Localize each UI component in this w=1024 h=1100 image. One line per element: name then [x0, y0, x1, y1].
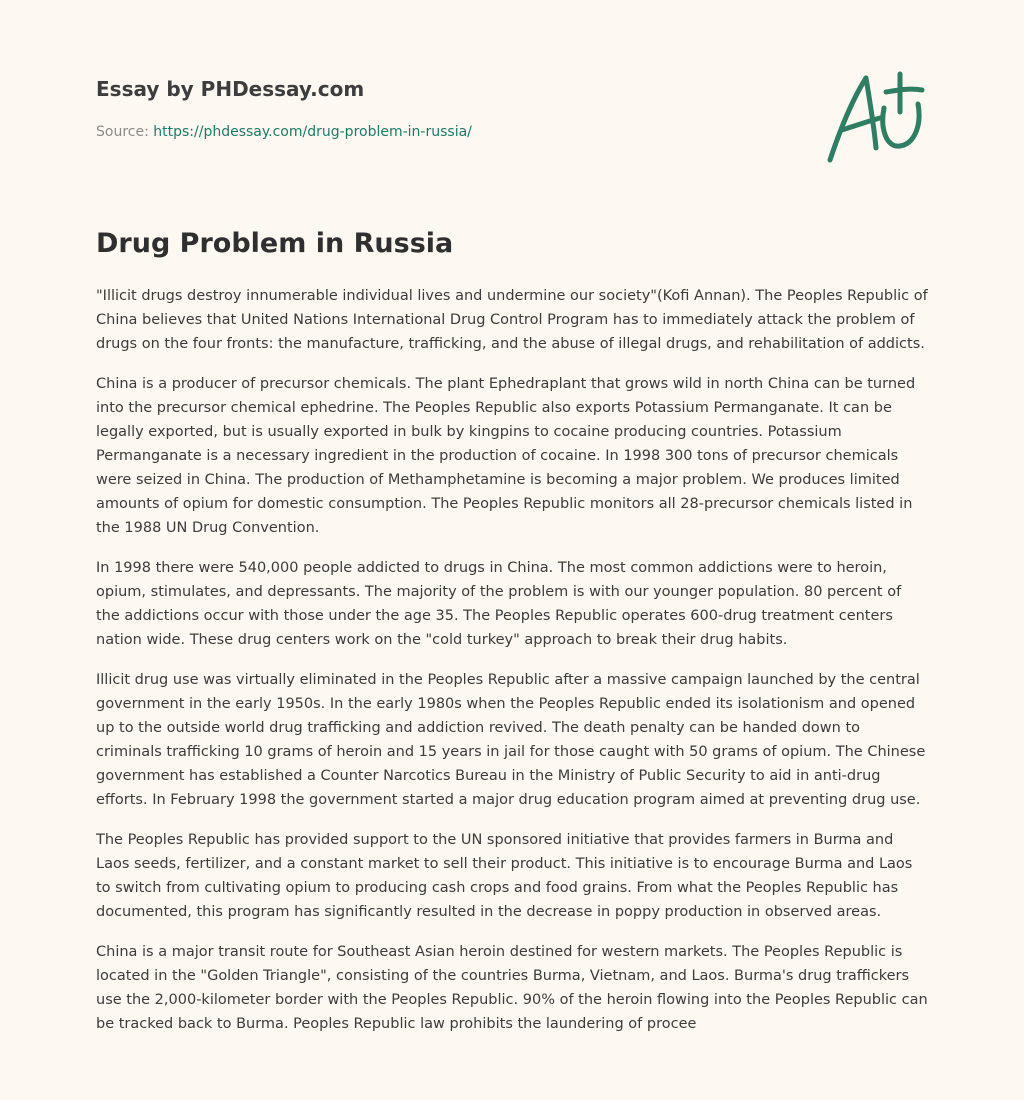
page-header: [96, 74, 696, 142]
essay-title: Drug Problem in Russia: [96, 228, 454, 259]
essay-paragraph: Illicit drug use was virtually eliminated in the Peoples Republic after a massive campaign launched by the central government in the early 1950s. In the early 1980s when the Peoples Republic ended its isolationism and opened up to the outside world drug trafficking and addiction revived. The death penalty can be handed down to criminals trafficking 10 grams of heroin and 15 years in jail for those caught with 50 grams of opium. The Chinese government has established a Counter Narcotics Bureau in the Ministry of Public Security to aid in anti-drug efforts. In February 1998 the government started a major drug education program aimed at preventing drug use.: [96, 672, 926, 808]
essay-paragraph: The Peoples Republic has provided support to the UN sponsored initiative that provides farmers in Burma and Laos seeds, fertilizer, and a constant market to sell their product. This initiative is to encourage Burma and Laos to switch from cultivating opium to producing cash crops and food grains. From what the Peoples Republic has documented, this program has significantly resulted in the decrease in poppy production in observed areas.: [96, 832, 913, 920]
essay-paragraph: "Illicit drugs destroy innumerable individual lives and undermine our society"(Kofi Annan). The Peoples Republic of China believes that United Nations International Drug Control Program has to immediately attack the problem of drugs on the four fronts: the manufacture, trafficking, and the abuse of illegal drugs, and rehabilitation of addicts.: [96, 288, 928, 352]
source-line: [96, 122, 696, 142]
a-plus-logo-icon: [822, 68, 928, 166]
essay-body: [96, 284, 928, 1052]
site-title: Essay by PHDessay.com: [96, 77, 365, 101]
essay-paragraph: In 1998 there were 540,000 people addicted to drugs in China. The most common addictions were to heroin, opium, stimulates, and depressants. The majority of the problem is with our younger population. 80 percent of the addictions occur with those under the age 35. The Peoples Republic operates 600-drug treatment centers nation wide. These drug centers work on the "cold turkey" approach to break their drug habits.: [96, 560, 902, 648]
essay-paragraph: China is a major transit route for Southeast Asian heroin destined for western markets. The Peoples Republic is located in the "Golden Triangle", consisting of the countries Burma, Vietnam, and Laos. Burma's drug traffickers use the 2,000-kilometer border with the Peoples Republic. 90% of the heroin flowing into the Peoples Republic can be tracked back to Burma. Peoples Republic law prohibits the laundering of procee: [96, 944, 928, 1032]
essay-paragraph: China is a producer of precursor chemicals. The plant Ephedraplant that grows wild in north China can be turned into the precursor chemical ephedrine. The Peoples Republic also exports Potassium Permanganate. It can be legally exported, but is usually exported in bulk by kingpins to cocaine producing countries. Potassium Permanganate is a necessary ingredient in the production of cocaine. In 1998 300 tons of precursor chemicals were seized in China. The production of Methamphetamine is becoming a major problem. We produces limited amounts of opium for domestic consumption. The Peoples Republic monitors all 28-precursor chemicals listed in the 1988 UN Drug Convention.: [96, 376, 916, 536]
source-label: Source:: [96, 124, 154, 140]
source-link[interactable]: https://phdessay.com/drug-problem-in-russia/: [153, 124, 472, 140]
